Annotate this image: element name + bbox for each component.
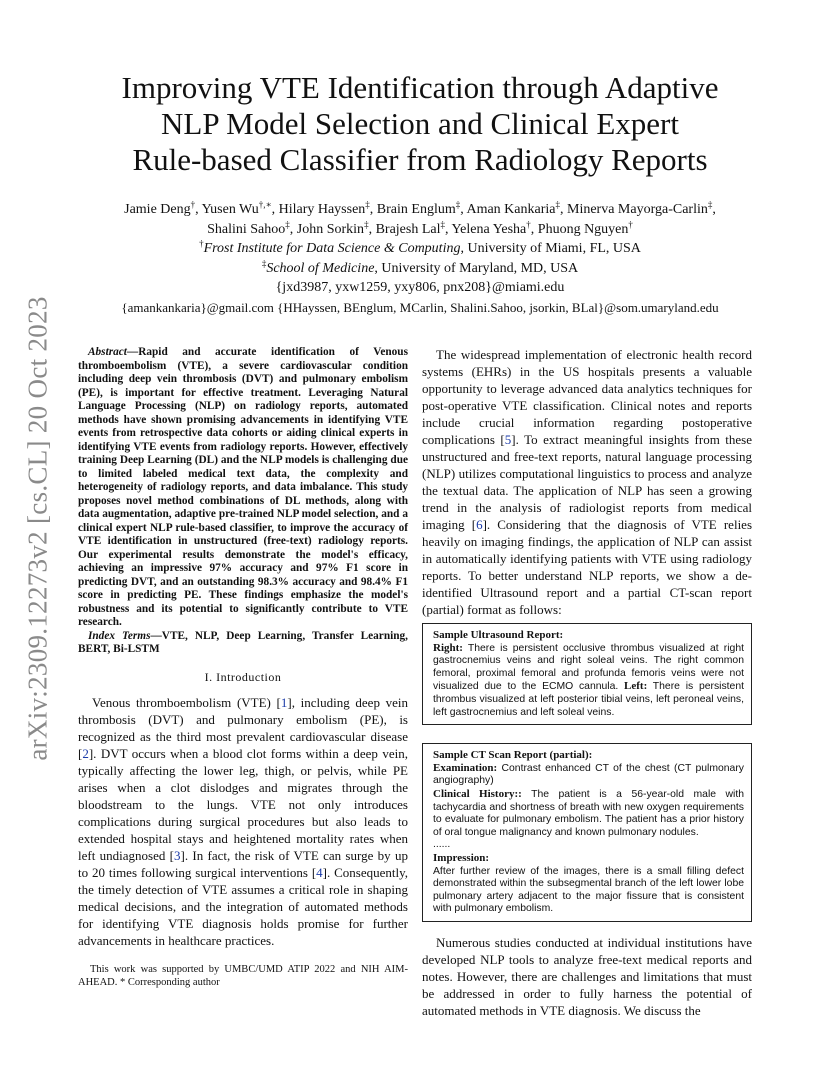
left-column	[78, 346, 408, 989]
ct-examination	[433, 762, 744, 788]
affiliation-1-rest: , University of Miami, FL, USA	[460, 241, 641, 256]
author: Jamie Deng	[124, 202, 191, 217]
impression-label: Impression:	[433, 851, 490, 864]
arxiv-stamp-text: arXiv:2309.12273v2 [cs.CL] 20 Oct 2023	[22, 295, 53, 761]
author: Shalini Sahoo	[207, 221, 286, 237]
ct-impression-label	[433, 852, 744, 866]
abstract-label: Abstract	[88, 346, 127, 358]
affiliation-2-rest: , University of Maryland, MD, USA	[374, 260, 579, 276]
title-line-1: Improving VTE Identification through Adaptive	[121, 70, 719, 105]
examination-label: Examination:	[433, 761, 498, 774]
body-text: ]. To extract meaningful insights from these unstructured and free-text reports, natural language processing (NLP) utilizes computational linguistics to process and analyze the textual data. The application of NLP has seen a growing trend in the analysis of radiologist reports from medical imaging [	[422, 432, 752, 532]
author: Aman Kankaria	[466, 202, 556, 217]
author: Yusen Wu	[201, 202, 259, 217]
body-text: The widespread implementation of electronic health record systems (EHRs) in the US hospitals presents a valuable opportunity to leverage advanced data analytics techniques for post-operative VTE classification. Clinical notes and reports include crucial information regarding postoperative complications [	[422, 347, 752, 447]
challenges-paragraph: Numerous studies conducted at individual institutions have developed NLP tools to analyze free-text medical reports and notes. However, there are challenges and limitations that must be addressed in order to fully harness the potential of automated methods in VTE diagnosis. We discuss the	[422, 934, 752, 1018]
affiliation-mark: ‡	[261, 257, 267, 268]
author-mark: ‡	[364, 218, 369, 229]
intro-text: Venous thromboembolism (VTE) [	[92, 694, 281, 710]
body-text: ]. Considering that the diagnosis of VTE relies heavily on imaging findings, the application of NLP can assist in automatically identifying patients with VTE using radiology reports. To better understand NLP reports, we show a de-identified Ultrasound report and a partial CT-scan report (partial) format as follows:	[422, 517, 753, 617]
author-mark: ‡	[365, 199, 370, 210]
author-mark: ‡	[455, 199, 461, 210]
paper-title	[70, 70, 770, 178]
intro-text: ]. In fact, the risk of VTE can surge by up to 20 times following surgical interventions [	[78, 847, 408, 880]
ct-report-heading: Sample CT Scan Report (partial):	[433, 749, 593, 762]
ultrasound-report-box	[422, 623, 752, 725]
emails-line-1: {jxd3987, yxw1259, yxy806, pnx208}@miami.edu	[275, 280, 565, 295]
author: Minerva Mayorga-Carlin	[567, 202, 708, 217]
affiliation-1	[70, 239, 770, 259]
author: Brajesh Lal	[375, 221, 441, 237]
ct-report-box	[422, 743, 752, 922]
citation-link[interactable]: 2	[82, 745, 89, 761]
index-terms-label: Index Terms	[88, 629, 151, 642]
author-block	[70, 200, 770, 317]
right-label: Right:	[433, 641, 463, 654]
emails-line-2: {amankankaria}@gmail.com {HHayssen, BEnglum, MCarlin, Shalini.Sahoo, jsorkin, BLal}@som.umaryland.edu	[121, 299, 719, 315]
author: Yelena Yesha	[451, 221, 527, 237]
ultrasound-report-body	[433, 642, 744, 720]
ultrasound-report-heading: Sample Ultrasound Report:	[433, 629, 564, 641]
authors-line-2: Shalini Sahoo‡, John Sorkin‡, Brajesh Lal‡, Yelena Yesha†, Phuong Nguyen†	[207, 218, 633, 237]
examination-text: Contrast enhanced CT of the chest (CT pulmonary angiography)	[433, 762, 744, 787]
clinical-history-text: The patient is a 56-year-old male with tachycardia and shortness of breath with new oxygen requirements to evaluate for pulmonary embolism. The patient has a prior history of oral tongue malignancy and known pulmonary nodules.	[433, 788, 744, 838]
ct-ellipsis: ......	[433, 839, 451, 851]
ct-clinical-history	[433, 788, 744, 839]
title-line-3: Rule-based Classifier from Radiology Reports	[132, 142, 708, 177]
author-mark: ‡	[285, 218, 290, 229]
author: Phuong Nguyen	[537, 221, 629, 237]
section-heading-introduction: I. Introduction	[204, 669, 282, 684]
intro-text: ]. DVT occurs when a blood clot forms within a deep vein, typically affecting the lower leg, thigh, or pelvis, while PE arises when a clot dislodges and migrates through the bloodstream to the lungs. VTE not only introduces complications during surgical procedures but also leads to extended hospital stays and heightened mortality rates when left undiagnosed [	[78, 745, 408, 863]
citation-link[interactable]: 3	[174, 847, 181, 863]
affiliation-2	[70, 259, 770, 279]
left-findings: There is persistent thrombus visualized at left posterior tibial veins, left peroneal veins, left gastrocnemius and left soleal veins.	[433, 681, 745, 718]
ct-impression-text: After further review of the images, there is a small filling defect demonstrated within the subsegmental branch of the left lower lobe pulmonary artery adjacent to the major fissure that is consistent with pulmonary embolism.	[433, 865, 744, 915]
affiliation-1-name: Frost Institute for Data Science & Computing	[203, 241, 461, 256]
ehr-paragraph	[422, 346, 752, 618]
intro-text: ]. Consequently, the timely detection of VTE assumes a critical role in shaping medical decisions, and the integration of automated methods for identifying VTE diagnosis holds promise for further advancements in healthcare practices.	[78, 864, 409, 948]
affiliation-2-name: School of Medicine	[266, 260, 375, 276]
abstract	[78, 346, 408, 630]
citation-link[interactable]: 4	[316, 864, 323, 880]
author-mark: †	[190, 199, 196, 210]
index-terms-text: —VTE, NLP, Deep Learning, Transfer Learning, BERT, Bi-LSTM	[78, 629, 408, 655]
author-mark: ‡	[555, 199, 560, 210]
authors-line-1: Jamie Deng†, Yusen Wu†,∗, Hilary Hayssen‡, Brain Englum‡, Aman Kankaria‡, Minerva Mayorga-Carlin‡,	[124, 199, 716, 217]
arxiv-stamp	[14, 288, 62, 768]
abstract-text: —Rapid and accurate identification of Venous thromboembolism (VTE), a severe cardiovascular condition including deep vein thrombosis (DVT) and pulmonary embolism (PE), is important for effective treatment. Leveraging Natural Language Processing (NLP) on radiology reports, automated methods have shown promising advancements in identifying VTE events from retrospective data cohorts or aiding clinical experts in identifying VTE events from radiology reports. However, effectively training Deep Learning (DL) and the NLP models is challenging due to limited labeled medical text data, the complexity and heterogeneity of radiology reports, and data imbalance. This study proposes novel method combinations of DL methods, along with data augmentation, adaptive pre-trained NLP model selection, and a clinical expert NLP rule-based classifier, to improve the accuracy of VTE identification in unstructured (free-text) radiology reports. Our experimental results demonstrate the model's efficacy, achieving an impressive 97% accuracy and 97% F1 score in predicting DVT, and an outstanding 98.3% accuracy and 98.4% F1 score in predicting PE. These findings emphasize the model's robustness and its potential to significantly contribute to VTE research.	[78, 346, 408, 628]
author-mark: †	[526, 218, 531, 229]
clinical-history-label: Clinical History::	[433, 787, 522, 800]
intro-paragraph	[78, 694, 408, 949]
citation-link[interactable]: 5	[504, 432, 512, 447]
author: Hilary Hayssen	[278, 202, 366, 217]
author-mark: †	[628, 218, 633, 229]
intro-text: ], including deep vein thrombosis (DVT) and pulmonary embolism (PE), is recognized as the third most prevalent cardiovascular disease [	[78, 694, 408, 761]
left-label: Left:	[624, 680, 648, 693]
author-mark: ‡	[707, 199, 713, 210]
author: Brain Englum	[376, 202, 456, 217]
funding-footnote: This work was supported by UMBC/UMD ATIP 2022 and NIH AIM-AHEAD. * Corresponding author	[78, 963, 408, 988]
author: John Sorkin	[296, 221, 365, 237]
citation-link[interactable]: 6	[476, 517, 483, 532]
affiliation-mark: †	[199, 238, 204, 249]
index-terms	[78, 630, 408, 657]
citation-link[interactable]: 1	[280, 694, 288, 710]
author-mark: †,∗	[258, 199, 272, 210]
author-mark: ‡	[440, 218, 445, 229]
title-line-2: NLP Model Selection and Clinical Expert	[161, 106, 679, 141]
right-column	[422, 346, 752, 1019]
right-findings: There is persistent occlusive thrombus visualized at right gastrocnemius veins and right soleal veins. The right common femoral, proximal femoral and profunda femoris veins were not visualized due to the ECMO cannula.	[433, 642, 744, 693]
